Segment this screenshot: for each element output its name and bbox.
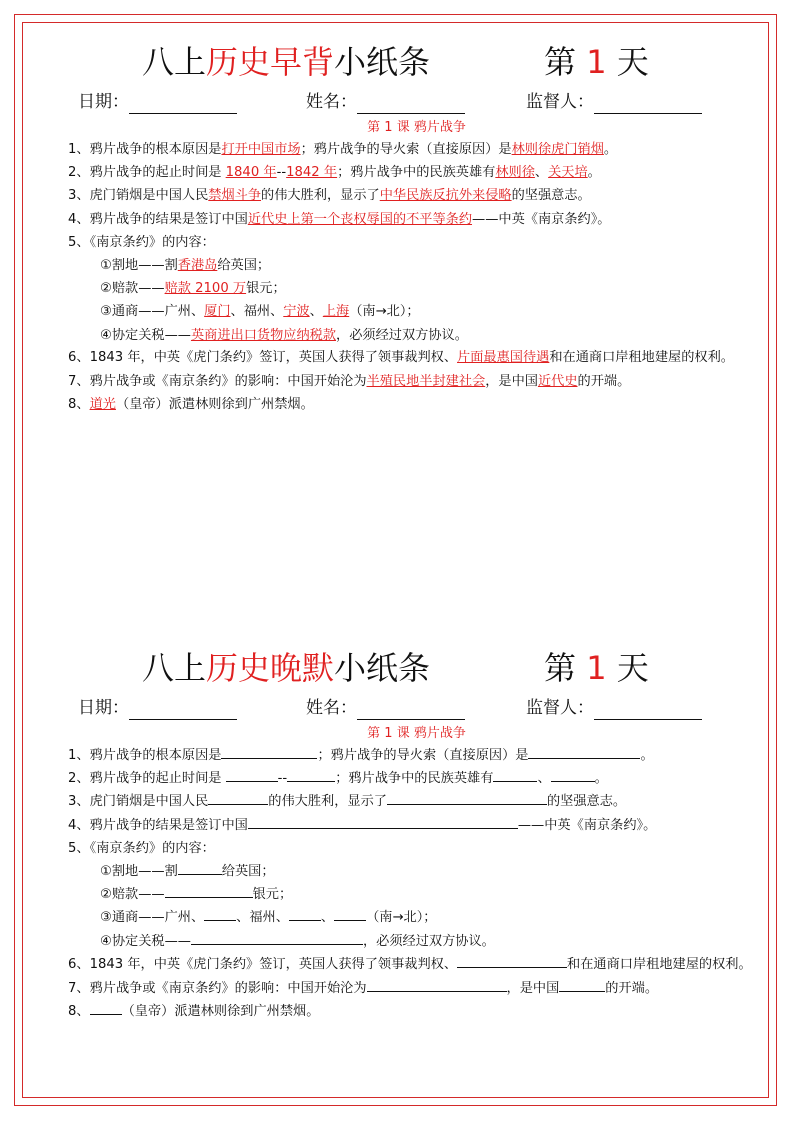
evening-info-row [36, 696, 757, 722]
day-number: 1 [586, 649, 607, 687]
answer: 上海 [322, 304, 350, 320]
text: ；鸦片战争的导火索（直接原因）是 [317, 748, 529, 763]
text: 和在通商口岸租地建屋的权利。 [549, 349, 734, 365]
text: ①割地——割 [100, 864, 178, 880]
text: ③通商——广州、 [100, 910, 205, 926]
text: ——中英《南京条约》。 [517, 817, 657, 833]
answer: 宁波 [283, 304, 310, 320]
text: ②赔款—— [100, 887, 165, 903]
morning-lesson-heading: 第 1 课 鸦片战争 [367, 120, 466, 135]
item-3 [36, 184, 757, 207]
answer-blank[interactable] [387, 790, 547, 805]
text: 的开端。 [605, 980, 659, 996]
text: 。 [587, 165, 601, 181]
text: 的坚强意志。 [546, 794, 627, 810]
title-prefix: 八上 [142, 649, 207, 687]
answer-blank[interactable] [90, 1000, 122, 1015]
text: 。 [603, 142, 618, 157]
day-label: 第 [544, 649, 577, 687]
item-5: 5、《南京条约》的内容： [68, 234, 215, 250]
text: 4、鸦片战争的结果是签订中国 [68, 211, 248, 227]
item-1 [36, 138, 757, 161]
answer-blank[interactable] [226, 767, 278, 782]
text: ④协定关税—— [100, 933, 191, 949]
supervisor-blank[interactable] [594, 701, 702, 720]
title-prefix: 八上 [142, 43, 207, 81]
text: ；鸦片战争的导火索（直接原因）是 [300, 142, 512, 157]
name-field[interactable] [306, 696, 465, 720]
text: 银元； [252, 887, 293, 903]
text: 1、鸦片战争的根本原因是 [68, 748, 222, 763]
day-unit: 天 [616, 649, 649, 687]
answer: 片面最惠国待遇 [457, 349, 550, 365]
date-field[interactable] [78, 90, 237, 114]
name-field[interactable] [306, 90, 465, 114]
text: 3、虎门销烟是中国人民 [68, 794, 209, 810]
date-field[interactable] [78, 696, 237, 720]
text: 。 [640, 748, 654, 763]
item-7 [36, 977, 757, 1000]
text: 和在通商口岸租地建屋的权利。 [567, 956, 752, 972]
sub-item-4 [36, 930, 757, 953]
answer: 赔款 2100 万 [164, 281, 247, 297]
sub-item-4 [36, 324, 757, 347]
item-8 [36, 393, 757, 416]
answer: 近代史上第一个丧权辱国的不平等条约 [247, 211, 473, 227]
text: 、 [320, 910, 335, 926]
answer-blank[interactable] [208, 790, 268, 805]
text: （南→北）； [366, 910, 437, 926]
answer-blank[interactable] [178, 860, 222, 875]
text: 给英国； [217, 258, 271, 274]
answer: 道光 [89, 397, 116, 413]
text: 给英国； [221, 864, 275, 880]
item-2 [36, 161, 757, 184]
text: ，是中国 [506, 980, 560, 996]
answer: 林则徐虎门销烟 [511, 142, 604, 157]
answer-blank[interactable] [287, 767, 335, 782]
item-2 [36, 767, 757, 790]
evening-sheet [36, 642, 757, 1023]
text: ①割地——割 [100, 258, 178, 274]
text: 的伟大胜利，显示了 [261, 188, 380, 204]
morning-title-row [36, 36, 757, 90]
item-4 [36, 208, 757, 231]
morning-title [142, 40, 430, 84]
text: 1、鸦片战争的根本原因是 [68, 142, 222, 157]
answer: 中华民族反抗外来侵略 [379, 188, 512, 204]
item-3 [36, 790, 757, 813]
evening-lesson-heading: 第 1 课 鸦片战争 [367, 726, 466, 741]
text: 的坚强意志。 [511, 188, 591, 204]
answer-blank[interactable] [559, 977, 605, 992]
evening-title [142, 646, 430, 690]
date-label: 日期： [78, 92, 129, 112]
text: 、 [537, 771, 551, 787]
text: 8、 [68, 397, 90, 413]
date-blank[interactable] [129, 95, 237, 114]
supervisor-field[interactable] [526, 696, 702, 720]
answer-blank[interactable] [221, 744, 317, 759]
answer: 1842 年 [286, 165, 338, 181]
text: 、福州、 [230, 304, 284, 320]
text: ；鸦片战争中的民族英雄有 [337, 165, 496, 181]
text: （皇帝）派遣林则徐到广州禁烟。 [121, 1004, 320, 1020]
answer: 近代史 [537, 373, 578, 389]
title-highlight: 历史晚默 [206, 649, 335, 687]
text: ，必须经过双方协议。 [362, 933, 495, 949]
answer: 香港岛 [177, 258, 218, 274]
text: 2、鸦片战争的起止时间是 [68, 165, 226, 181]
text: 8、 [68, 1004, 90, 1020]
answer-blank[interactable] [457, 953, 567, 968]
name-label: 姓名： [306, 92, 357, 112]
text: 7、鸦片战争或《南京条约》的影响：中国开始沦为 [68, 980, 367, 996]
text: -- [277, 771, 288, 787]
text: 银元； [246, 281, 286, 297]
text: 4、鸦片战争的结果是签订中国 [68, 817, 248, 833]
answer-blank[interactable] [204, 906, 236, 921]
text: 的伟大胜利，显示了 [268, 794, 387, 810]
answer: 关天培 [548, 165, 588, 181]
day-label: 第 [544, 43, 577, 81]
text: ，是中国 [485, 373, 538, 389]
sub-item-1 [36, 254, 757, 277]
answer-blank[interactable] [551, 767, 595, 782]
item-8 [36, 1000, 757, 1023]
text: 、 [534, 165, 549, 181]
text: ——中英《南京条约》。 [472, 211, 611, 227]
item-6 [36, 347, 757, 369]
answer: 打开中国市场 [221, 142, 301, 157]
item-7 [36, 370, 757, 393]
day-number: 1 [586, 43, 607, 81]
supervisor-label: 监督人： [526, 698, 594, 718]
answer: 英商进出口货物应纳税款 [190, 327, 337, 343]
answer-blank[interactable] [165, 883, 253, 898]
date-blank[interactable] [129, 701, 237, 720]
item-6 [36, 953, 757, 976]
evening-day [544, 646, 649, 690]
text: 的开端。 [577, 373, 631, 389]
answer-blank[interactable] [248, 814, 518, 829]
morning-day [544, 40, 649, 84]
morning-info-row [36, 90, 757, 116]
text: 2、鸦片战争的起止时间是 [68, 771, 226, 787]
answer-blank[interactable] [334, 906, 366, 921]
text: （皇帝）派遣林则徐到广州禁烟。 [115, 397, 314, 413]
title-suffix: 小纸条 [334, 43, 431, 81]
morning-content [36, 138, 757, 416]
evening-title-row [36, 642, 757, 696]
title-highlight: 历史早背 [206, 43, 335, 81]
text: 6、1843 年，中英《虎门条约》签订，英国人获得了领事裁判权、 [68, 956, 458, 972]
text: ④协定关税—— [100, 327, 191, 343]
text: 6、1843 年，中英《虎门条约》签订，英国人获得了领事裁判权、 [68, 349, 458, 365]
sub-item-3 [36, 906, 757, 929]
item-4 [36, 814, 757, 837]
date-label: 日期： [78, 698, 129, 718]
supervisor-label: 监督人： [526, 92, 594, 112]
text: 。 [594, 771, 608, 787]
day-unit: 天 [616, 43, 649, 81]
sub-item-2 [36, 277, 757, 300]
answer: 厦门 [204, 304, 231, 320]
name-label: 姓名： [306, 698, 357, 718]
answer-blank[interactable] [191, 930, 363, 945]
text: （南→北）； [349, 304, 420, 320]
title-suffix: 小纸条 [334, 649, 431, 687]
supervisor-field[interactable] [526, 90, 702, 114]
answer: 林则徐 [495, 165, 535, 181]
text: 、福州、 [236, 910, 289, 926]
text: ；鸦片战争中的民族英雄有 [335, 771, 494, 787]
supervisor-blank[interactable] [594, 95, 702, 114]
text: -- [276, 165, 287, 181]
text: 3、虎门销烟是中国人民 [68, 188, 209, 204]
answer: 禁烟斗争 [208, 188, 262, 204]
sub-item-1 [36, 860, 757, 883]
answer: 1840 年 [225, 165, 277, 181]
answer-blank[interactable] [528, 744, 640, 759]
answer: 半殖民地半封建社会 [366, 373, 486, 389]
item-1 [36, 744, 757, 767]
name-blank[interactable] [357, 95, 465, 114]
name-blank[interactable] [357, 701, 465, 720]
item-5: 5、《南京条约》的内容： [68, 840, 215, 856]
morning-sheet [36, 36, 757, 416]
sub-item-3 [36, 300, 757, 323]
evening-content [36, 744, 757, 1023]
answer-blank[interactable] [493, 767, 537, 782]
text: 、 [309, 304, 323, 320]
answer-blank[interactable] [289, 906, 321, 921]
text: ③通商——广州、 [100, 304, 205, 320]
answer-blank[interactable] [367, 977, 507, 992]
text: 7、鸦片战争或《南京条约》的影响：中国开始沦为 [68, 373, 367, 389]
text: ②赔款—— [100, 281, 165, 297]
sub-item-2 [36, 883, 757, 906]
text: ，必须经过双方协议。 [336, 327, 468, 343]
